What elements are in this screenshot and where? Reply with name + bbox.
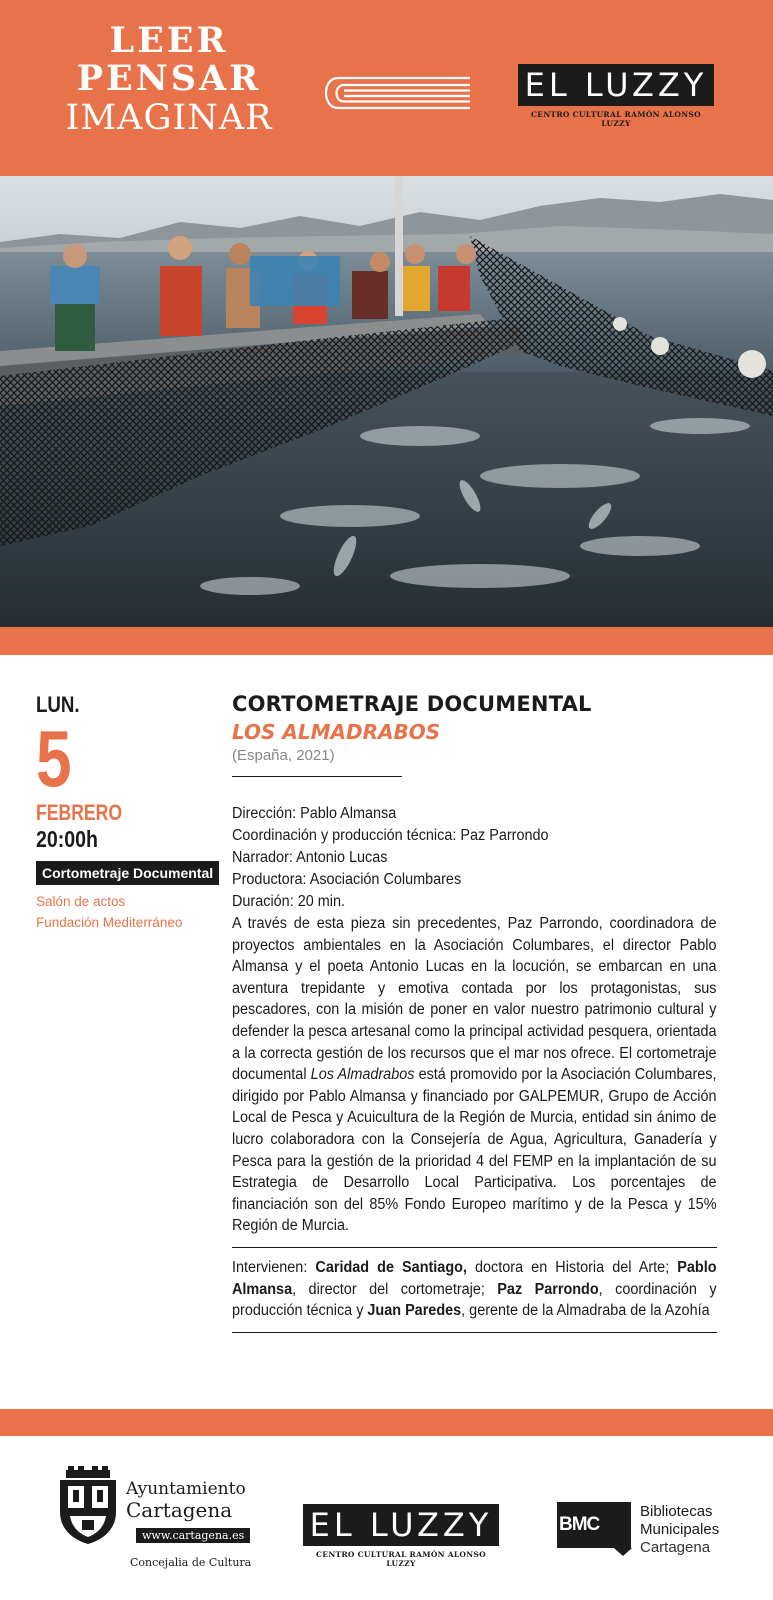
slogan-line-think: PENSAR [76, 58, 262, 99]
el-luzzy-footer-subtitle: CENTRO CULTURAL RAMÓN ALONSO LUZZY [316, 1550, 486, 1568]
event-weekday: LUN. [36, 692, 80, 717]
fishermen-hauling-net-image [0, 176, 773, 627]
description-text-part2: está promovido por la Asociación Columbares, dirigido por Pablo Almansa y financiado por GALPEMUR, Grupo de Acción Local de Pesca y Acuicultura de la Región de Murcia, entidad sin ánimo de lucro colaboradora con la Consejería de Agua, Agricultura, Ganadería y Pesca para la gestión de la prioridad 4 del FEMP en la implantación de su Estrategia de Desarrollo Local Participativa. Los porcentajes de financiación son del 85% Fondo Europeo marítimo y de la Pesca y 15% Región de Murcia. [232, 1066, 717, 1235]
event-category-badge: Cortometraje Documental [36, 861, 219, 885]
culture-department: Concejalia de Cultura [130, 1556, 252, 1569]
participant-role: doctora en Historia del Arte; [466, 1258, 678, 1276]
film-description [232, 913, 717, 1237]
event-date-column [36, 692, 216, 933]
ayuntamiento-label: Ayuntamiento [126, 1479, 246, 1499]
slogan-line-imagine: IMAGINAR [65, 98, 273, 138]
credit-producer: Productora: Asociación Columbares [232, 871, 462, 888]
participant-name: Paz Parrondo [497, 1280, 599, 1298]
el-luzzy-logo [518, 64, 714, 128]
bmc-line-city: Cartagena [640, 1539, 711, 1556]
fishermen-photo [0, 176, 773, 627]
section-divider [232, 1332, 717, 1333]
participant-role: , director del cortometraje; [292, 1280, 498, 1298]
section-divider [232, 1247, 717, 1248]
orange-footer-band [0, 1409, 773, 1436]
bmc-abbreviation: BMC [557, 1502, 631, 1548]
participant-name: Juan Paredes [367, 1302, 462, 1320]
ayuntamiento-name [126, 1480, 246, 1521]
el-luzzy-footer-name: EL LUZZY [309, 1506, 493, 1544]
bmc-name [640, 1503, 719, 1557]
el-luzzy-subtitle: CENTRO CULTURAL RAMÓN ALONSO LUZZY [531, 110, 701, 128]
film-country-year: (España, 2021) [232, 747, 335, 764]
ayuntamiento-cartagena-logo [52, 1466, 262, 1576]
slogan-line-read: LEER [109, 20, 229, 61]
event-month: FEBRERO [36, 800, 123, 825]
participants [232, 1257, 717, 1322]
city-crest-icon [52, 1466, 124, 1544]
city-website: www.cartagena.es [136, 1528, 250, 1543]
participant-name: Pablo Almansa [232, 1258, 717, 1298]
bmc-line-libraries: Bibliotecas [640, 1503, 713, 1520]
credit-director: Dirección: Pablo Almansa [232, 805, 397, 822]
event-day-number: 5 [36, 714, 72, 803]
bibliotecas-municipales-logo [557, 1502, 757, 1562]
description-film-title-italic: Los Almadrabos [310, 1066, 415, 1084]
open-book-icon [320, 75, 472, 111]
film-info-column [232, 692, 717, 1333]
film-credits [232, 803, 717, 913]
participants-intro: Intervienen: [232, 1258, 316, 1276]
venue-line-room: Salón de actos [36, 894, 126, 909]
venue-line-foundation: Fundación Mediterráneo [36, 915, 183, 930]
bmc-speech-tail [614, 1548, 632, 1556]
event-venue [36, 891, 216, 933]
participant-role: , coordinación y producción técnica y [232, 1280, 717, 1320]
title-divider [232, 776, 402, 777]
film-title: LOS ALMADRABOS [232, 720, 441, 744]
slogan [58, 22, 280, 138]
participant-role: , gerente de la Almadraba de la Azohía [461, 1302, 710, 1320]
city-name: Cartagena [126, 1498, 233, 1522]
description-text-part1: A través de esta pieza sin precedentes, Paz Parrondo, coordinadora de proyectos ambientales en la Asociación Columbares, el director Pablo Almansa y el poeta Antonio Lucas en la locución, se embarcan en una aventura trepidante y emotiva contada por los protagonistas, sus pescadores, con la misión de poner en valor nuestro patrimonio cultural y defender la pesca artesanal como la principal actividad pesquera, orientada a la correcta gestión de los recursos que el mar nos ofrece. El cortometraje documental [232, 915, 717, 1084]
credit-duration: Duración: 20 min. [232, 893, 345, 910]
film-genre: CORTOMETRAJE DOCUMENTAL [232, 692, 592, 716]
credit-coordination: Coordinación y producción técnica: Paz Parrondo [232, 827, 549, 844]
bmc-line-municipal: Municipales [640, 1521, 720, 1538]
participant-name: Caridad de Santiago, [315, 1258, 467, 1276]
event-time: 20:00h [36, 826, 98, 852]
el-luzzy-name: EL LUZZY [524, 66, 708, 104]
header-banner [0, 0, 773, 176]
el-luzzy-footer-logo [303, 1504, 499, 1568]
credit-narrator: Narrador: Antonio Lucas [232, 849, 388, 866]
orange-divider-band [0, 627, 773, 655]
footer-logos [0, 1436, 773, 1600]
